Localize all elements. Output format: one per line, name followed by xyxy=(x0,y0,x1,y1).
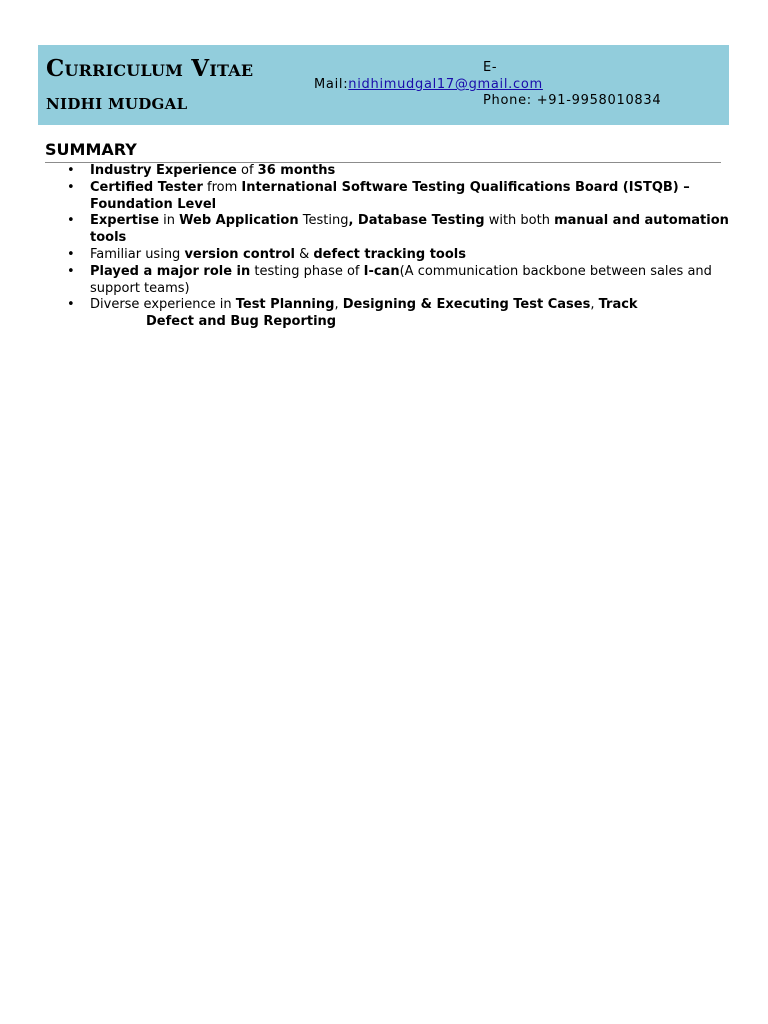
candidate-name: NIDHI MUDGAL xyxy=(46,95,188,113)
bullet-icon: • xyxy=(67,163,75,178)
item-text: Industry Experience xyxy=(90,163,237,178)
phone-label: Phone: xyxy=(483,93,532,108)
item-text: defect tracking tools xyxy=(313,246,466,262)
item-text: I-can xyxy=(363,263,400,279)
item-text: from xyxy=(202,179,242,195)
item-text: , xyxy=(590,297,599,313)
item-text: manual and automation tools xyxy=(90,213,729,246)
header-banner xyxy=(38,45,729,125)
email-line xyxy=(314,77,543,93)
item-text: Certified Tester xyxy=(90,179,203,195)
document-title: Curriculum Vitae xyxy=(46,55,254,82)
email-link[interactable]: nidhimudgal17@gmail.com xyxy=(348,77,543,92)
item-text: Expertise xyxy=(90,213,160,229)
item-text: Designing & Executing Test Cases xyxy=(342,297,591,313)
bullet-icon: • xyxy=(67,213,75,229)
list-item xyxy=(67,263,730,298)
item-text: (A communication backbone between sales and support teams) xyxy=(90,263,712,296)
item-text: Familiar using xyxy=(90,246,185,262)
item-text: Played a major role in xyxy=(90,263,251,279)
summary-list xyxy=(67,163,730,331)
item-text: Defect and Bug Reporting xyxy=(146,314,337,330)
item-text: testing phase of xyxy=(250,263,364,279)
item-text: with both xyxy=(484,213,555,229)
list-item xyxy=(67,297,730,331)
email-label: Mail: xyxy=(314,77,349,92)
phone-line xyxy=(483,93,661,109)
item-text: Test Planning xyxy=(235,297,335,313)
item-text: & xyxy=(294,246,314,262)
item-text: , Database Testing xyxy=(348,213,485,229)
list-item xyxy=(67,179,730,214)
bullet-icon: • xyxy=(67,297,75,313)
list-item xyxy=(67,163,730,180)
list-item xyxy=(67,246,730,264)
item-text: , xyxy=(334,297,343,313)
item-text: Testing xyxy=(298,213,349,229)
list-item xyxy=(67,213,730,247)
summary-heading: SUMMARY xyxy=(45,140,137,159)
item-text: International Software Testing Qualifications Board (ISTQB) – Foundation Level xyxy=(90,179,690,212)
bullet-icon: • xyxy=(67,263,75,279)
bullet-icon: • xyxy=(67,246,75,262)
item-text: of xyxy=(236,163,258,178)
email-prefix: E- xyxy=(483,60,498,75)
item-text: version control xyxy=(184,246,295,262)
item-text: Diverse experience in xyxy=(90,297,236,313)
item-text: in xyxy=(159,213,180,229)
phone-number: +91-9958010834 xyxy=(536,93,662,108)
item-text: Web Application xyxy=(179,213,299,229)
item-text: Track xyxy=(598,297,638,313)
item-text: 36 months xyxy=(257,163,336,178)
bullet-icon: • xyxy=(67,179,75,195)
